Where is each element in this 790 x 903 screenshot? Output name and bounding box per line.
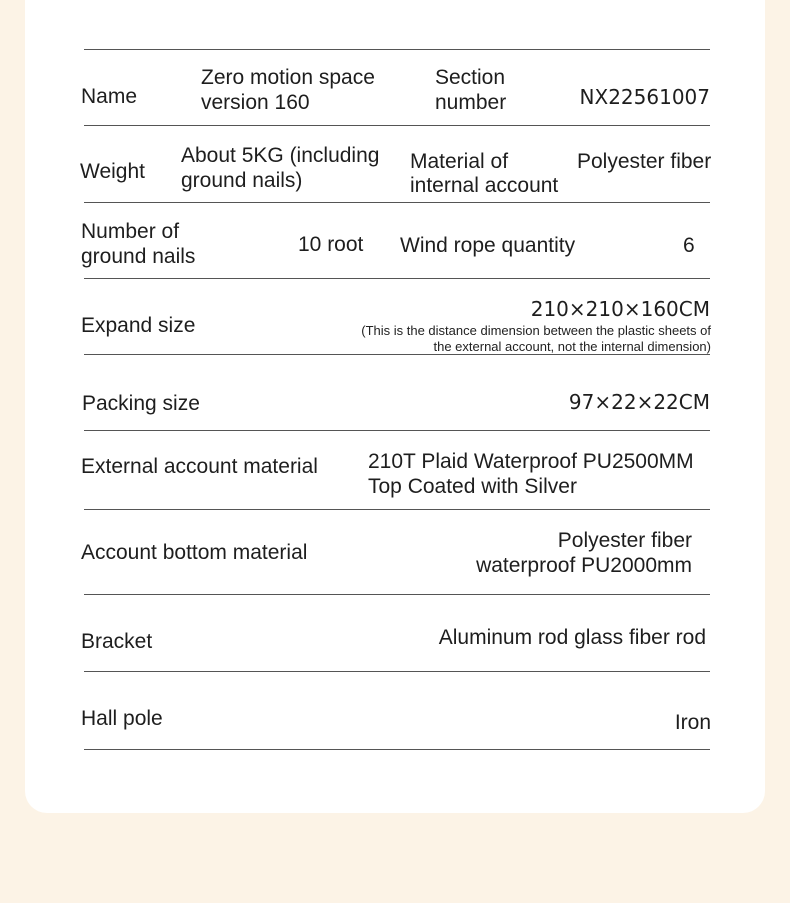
section-label-line1: Section — [435, 66, 506, 89]
wind-rope-label: Wind rope quantity — [400, 234, 576, 257]
weight-value-line2: ground nails) — [181, 169, 303, 192]
weight-value-line1: About 5KG (including — [181, 144, 380, 167]
table-divider — [84, 49, 710, 50]
table-divider — [84, 594, 710, 595]
internal-material-label-line2: internal account — [410, 174, 559, 197]
nails-label-line1: Number of — [81, 220, 180, 243]
weight-label: Weight — [80, 160, 145, 183]
table-divider — [84, 125, 710, 126]
internal-material-label-line1: Material of — [410, 150, 509, 173]
packing-label: Packing size — [82, 392, 200, 415]
external-material-label: External account material — [81, 455, 318, 478]
section-value: NX22561007 — [579, 85, 710, 109]
nails-value: 10 root — [298, 233, 364, 256]
table-divider — [84, 749, 710, 750]
bottom-material-value-line2: waterproof PU2000mm — [476, 554, 692, 577]
expand-label: Expand size — [81, 314, 196, 337]
internal-material-value: Polyester fiber — [577, 150, 712, 173]
table-divider — [84, 278, 710, 279]
bottom-material-label: Account bottom material — [81, 541, 308, 564]
external-material-value-line2: Top Coated with Silver — [368, 475, 577, 498]
section-label-line2: number — [435, 91, 507, 114]
expand-note-line1: (This is the distance dimension between the plastic sheets of — [361, 323, 711, 338]
hall-pole-value: Iron — [674, 711, 711, 734]
bracket-value: Aluminum rod glass fiber rod — [438, 626, 706, 649]
packing-value: 97×22×22CM — [568, 390, 710, 414]
bracket-label: Bracket — [81, 630, 153, 653]
table-divider — [84, 202, 710, 203]
expand-note-line2: the external account, not the internal dimension) — [433, 339, 711, 354]
hall-pole-label: Hall pole — [81, 707, 163, 730]
table-divider — [84, 671, 710, 672]
table-divider — [84, 430, 710, 431]
wind-rope-value: 6 — [683, 234, 695, 257]
name-label: Name — [81, 85, 138, 108]
bottom-material-value-line1: Polyester fiber — [557, 529, 692, 552]
external-material-value-line1: 210T Plaid Waterproof PU2500MM — [368, 450, 694, 473]
nails-label-line2: ground nails — [81, 245, 196, 268]
table-divider — [84, 509, 710, 510]
name-value-line2: version 160 — [201, 91, 310, 114]
name-value-line1: Zero motion space — [201, 66, 375, 89]
expand-value: 210×210×160CM — [530, 297, 710, 321]
